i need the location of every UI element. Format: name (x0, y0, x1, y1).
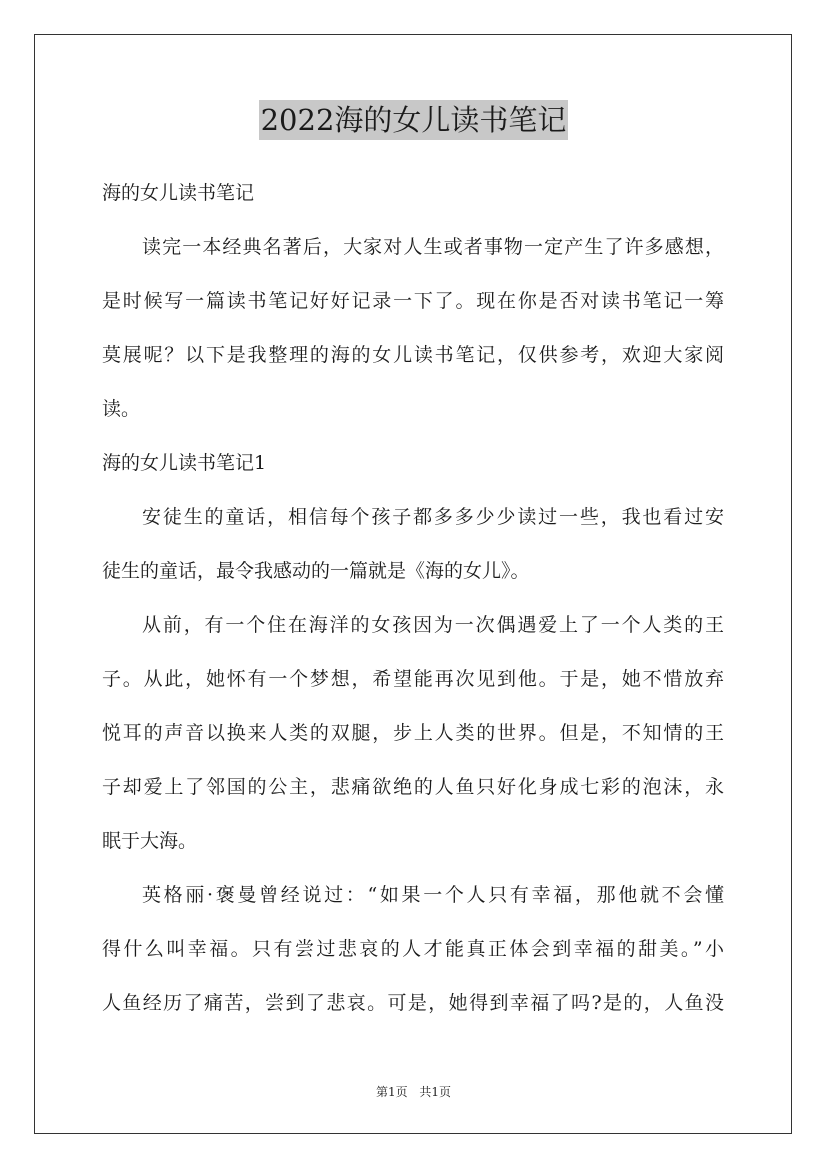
document-title: 2022海的女儿读书笔记 (259, 100, 569, 140)
paragraph-line: 莫展呢？以下是我整理的海的女儿读书笔记，仅供参考，欢迎大家阅 (102, 344, 724, 366)
page-footer (0, 1083, 827, 1100)
paragraph-line: 读完一本经典名著后，大家对人生或者事物一定产生了许多感想， (142, 236, 724, 258)
paragraph-line: 是时候写一篇读书笔记好好记录一下了。现在你是否对读书笔记一筹 (102, 290, 724, 312)
paragraph-line: 读。 (102, 398, 141, 420)
section-heading: 海的女儿读书笔记1 (102, 452, 267, 474)
paragraph-line: 子却爱上了邻国的公主，悲痛欲绝的人鱼只好化身成七彩的泡沫，永 (102, 776, 724, 798)
paragraph-line: 眠于大海。 (102, 830, 198, 852)
paragraph-line: 从前，有一个住在海洋的女孩因为一次偶遇爱上了一个人类的王 (142, 614, 724, 636)
paragraph-line: 子。从此，她怀有一个梦想，希望能再次见到他。于是，她不惜放弃 (102, 668, 724, 690)
title-container (0, 100, 827, 140)
paragraph-line: 得什么叫幸福。只有尝过悲哀的人才能真正体会到幸福的甜美。”小 (102, 938, 724, 960)
paragraph-line: 人鱼经历了痛苦，尝到了悲哀。可是，她得到幸福了吗?是的，人鱼没 (102, 992, 724, 1014)
paragraph-line: 安徒生的童话，相信每个孩子都多多少少读过一些，我也看过安 (142, 506, 724, 528)
paragraph-line: 英格丽·褒曼曾经说过：“如果一个人只有幸福，那他就不会懂 (142, 884, 724, 906)
page-number-total: 共1页 (419, 1085, 452, 1099)
section-heading: 海的女儿读书笔记 (102, 182, 255, 204)
page-number-current: 第1页 (375, 1085, 408, 1099)
paragraph-line: 悦耳的声音以换来人类的双腿，步上人类的世界。但是，不知情的王 (102, 722, 724, 744)
paragraph-line: 徒生的童话，最令我感动的一篇就是《海的女儿》。 (102, 560, 530, 582)
document-body (102, 170, 724, 1034)
